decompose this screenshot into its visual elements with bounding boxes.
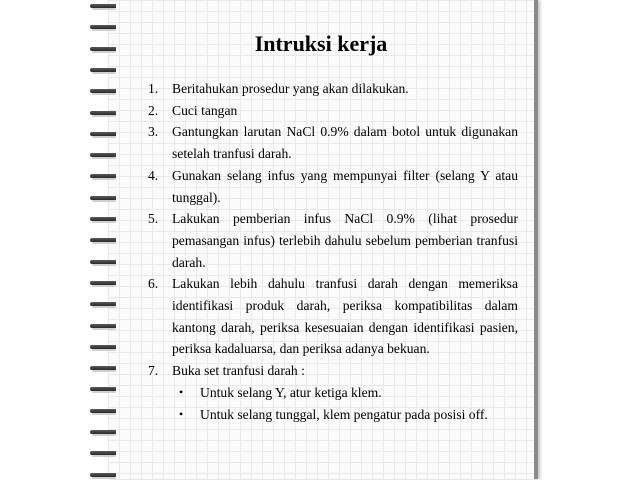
list-item: [176, 404, 518, 426]
step-number: 7.: [148, 363, 159, 379]
spiral-ring: [88, 68, 120, 75]
step-text: Buka set tranfusi darah :: [172, 363, 305, 379]
step-text: Gunakan selang infus yang mempunyai filter (selang Y atau tunggal).: [172, 167, 518, 205]
bullet-icon: •: [179, 384, 184, 399]
list-item: [148, 165, 518, 208]
sub-step-text: Untuk selang tunggal, klem pengatur pada posisi off.: [200, 406, 488, 422]
list-item: [176, 382, 518, 404]
spiral-ring: [88, 153, 120, 160]
spiral-ring: [88, 196, 120, 203]
step-number: 1.: [148, 81, 159, 96]
spiral-ring: [88, 217, 120, 224]
spiral-ring: [88, 387, 120, 394]
spiral-ring: [88, 345, 120, 352]
list-item: [148, 360, 518, 425]
bullet-icon: •: [179, 406, 184, 421]
step-text: Gantungkan larutan NaCl 0.9% dalam botol untuk digunakan setelah tranfusi darah.: [172, 124, 518, 162]
spiral-ring: [88, 4, 120, 11]
step-number: 2.: [148, 102, 159, 118]
list-item: [148, 121, 518, 164]
step-number: 6.: [148, 276, 159, 292]
spiral-ring: [88, 324, 120, 331]
spiral-ring: [88, 132, 120, 139]
spiral-ring: [88, 366, 120, 373]
spiral-ring: [88, 111, 120, 118]
list-item: [148, 78, 518, 100]
step-text: Lakukan lebih dahulu tranfusi darah dengan memeriksa identifikasi produk darah, periksa kompatibilitas dalam kantong darah, periksa kesesuaian dengan identifikasi pasien, periksa kadaluarsa, dan periksa adanya bekuan.: [172, 276, 518, 357]
spiral-ring: [88, 302, 120, 309]
step-number: 5.: [148, 211, 159, 227]
spiral-ring: [88, 281, 120, 288]
spiral-ring: [88, 260, 120, 267]
step-number: 4.: [148, 167, 159, 183]
step-number: 3.: [148, 124, 159, 140]
list-item: [148, 273, 518, 360]
spiral-binding: [88, 0, 120, 479]
spiral-ring: [88, 174, 120, 181]
step-text: Lakukan pemberian infus NaCl 0.9% (lihat prosedur pemasangan infus) terlebih dahulu sebelum pemberian tranfusi darah.: [172, 211, 518, 270]
spiral-ring: [88, 89, 120, 96]
step-text: Beritahukan prosedur yang akan dilakukan.: [172, 81, 409, 96]
steps-list: [148, 78, 518, 425]
sub-steps-list: [172, 382, 518, 425]
spiral-ring: [88, 409, 120, 416]
list-item: [148, 208, 518, 273]
step-text: Cuci tangan: [172, 102, 238, 118]
page-title: Intruksi kerja: [254, 31, 388, 56]
spiral-ring: [88, 430, 120, 437]
list-item: [148, 100, 518, 122]
instruction-list: [148, 78, 518, 425]
spiral-ring: [88, 238, 120, 245]
spiral-ring: [88, 451, 120, 458]
sub-step-text: Untuk selang Y, atur ketiga klem.: [200, 384, 382, 400]
